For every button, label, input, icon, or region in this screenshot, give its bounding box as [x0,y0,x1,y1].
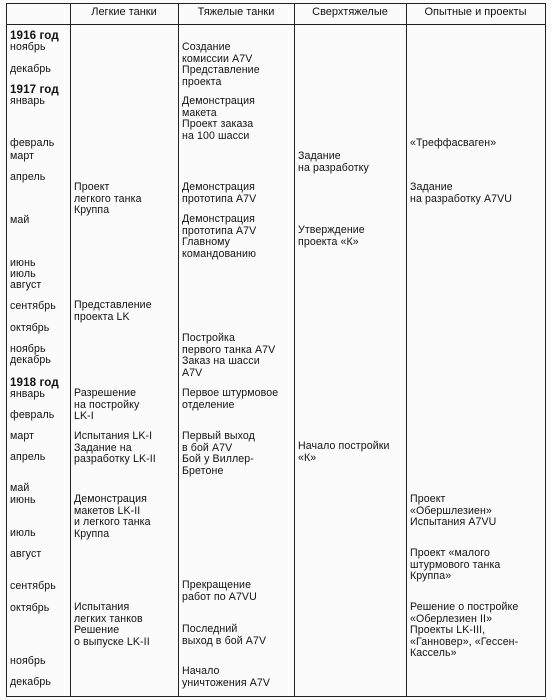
month-label: июль [10,527,36,539]
month-label: декабрь [10,676,52,688]
header-superheavy: Сверхтяжелые [312,6,388,18]
year-label: 1917 год [10,83,59,96]
table-entry: Испытания легких танков Решение о выпуске LK-II [74,601,150,648]
month-label: ноябрь [10,655,46,667]
month-label: октябрь [10,322,50,334]
table-entry: Демонстрация прототипа A7V Главному командованию [182,213,257,260]
table-entry: Проект «малого штурмового танка Круппа» [410,547,501,583]
month-label: февраль [10,137,55,149]
month-label: ноябрь [10,343,46,355]
header-heavy-tanks: Тяжелые танки [197,6,275,18]
table-entry: Представление проекта LK [74,299,152,323]
table-entry: Первый выход в бой A7V Бой у Виллер- Бретоне [182,430,255,477]
month-label: август [10,279,42,291]
table-border-bottom [6,696,546,697]
table-entry: «Треффасваген» [410,137,497,149]
table-entry: Первое штурмовое отделение [182,387,279,411]
month-label: сентябрь [10,580,56,592]
table-entry: Задание на разработку A7VU [410,181,513,205]
table-entry: Начало уничтожения A7V [182,665,271,689]
table-entry: Задание на разработку [298,150,369,174]
table-border-top [6,3,546,4]
table-entry: Начало постройки «К» [298,440,390,464]
month-label: май [10,482,30,494]
month-label: январь [10,95,45,107]
month-label: сентябрь [10,300,56,312]
month-label: август [10,548,42,560]
table-entry: Постройка первого танка A7V Заказ на шасси A7V [182,332,276,379]
month-label: апрель [10,451,46,463]
month-label: декабрь [10,354,52,366]
table-entry: Разрешение на постройку LK-I [74,387,140,423]
month-label: апрель [10,171,46,183]
table-entry: Проект «Обершлезиен» Испытания A7VU [410,493,497,529]
month-label: июнь [10,257,36,269]
month-label: март [10,430,35,442]
table-entry: Утверждение проекта «К» [298,224,365,248]
table-entry: Демонстрация макетов LK-II и легкого танка Круппа [74,493,151,540]
header-light-tanks: Легкие танки [91,6,157,18]
month-label: декабрь [10,63,52,75]
table-entry: Испытания LK-I Задание на разработку LK-II [74,430,156,466]
header-experimental: Опытные и проекты [424,6,527,18]
month-label: май [10,214,30,226]
table-entry: Последний выход в бой A7V [182,623,267,647]
month-label: ноябрь [10,41,46,53]
table-entry: Проект легкого танка Круппа [74,181,142,217]
table-entry: Решение о постройке «Оберлезиен II» Проекты LK-III, «Ганновер», «Гессен- Кассель» [410,601,519,660]
month-label: март [10,150,35,162]
year-label: 1916 год [10,29,59,42]
month-label: октябрь [10,602,50,614]
table-entry: Демонстрация макета Проект заказа на 100 шасси [182,95,255,142]
month-label: июль [10,268,36,280]
table-entry: Прекращение работ по A7VU [182,579,257,603]
header-divider [6,24,546,25]
column-divider [178,3,179,697]
table-border-left [6,3,7,697]
month-label: февраль [10,409,55,421]
table-border-right [545,3,546,697]
column-divider [406,3,407,697]
month-label: июнь [10,494,36,506]
column-divider [70,3,71,697]
table-entry: Демонстрация прототипа A7V [182,181,257,205]
year-label: 1918 год [10,376,59,389]
column-divider [294,3,295,697]
month-label: январь [10,388,45,400]
table-entry: Создание комиссии A7V Представление проекта [182,41,260,88]
